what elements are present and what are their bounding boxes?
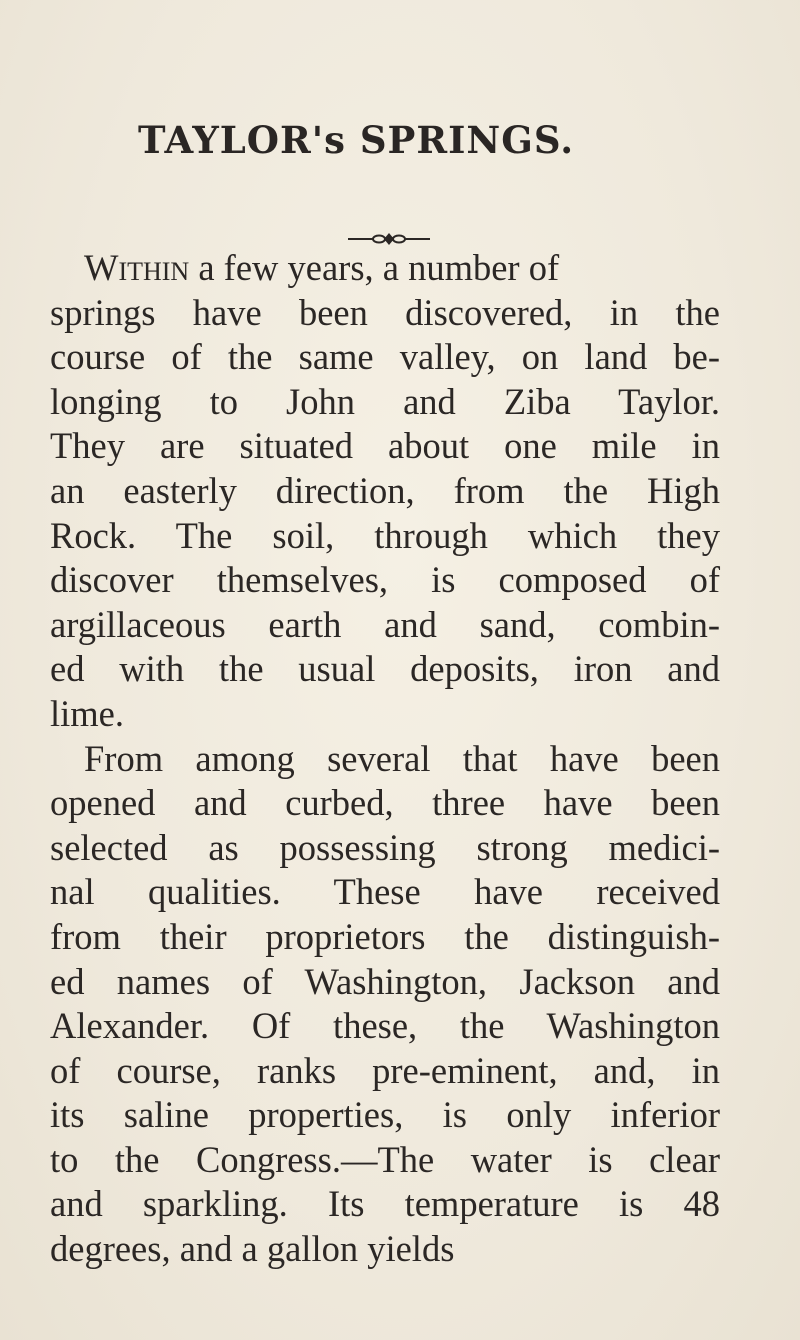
page-title — [138, 118, 738, 162]
text-line-4: longing to John and Ziba Taylor. — [50, 380, 720, 422]
drop-word-rest: ithin — [118, 247, 190, 288]
text-line-22: and sparkling. Its temperature is 48 — [50, 1183, 720, 1225]
text-line-21: to the Congress.—The water is clear — [50, 1138, 720, 1180]
text-line-15: nal qualities. These have received — [50, 871, 720, 913]
title-word-springs: SPRINGS. — [345, 118, 575, 162]
text-line-23: degrees, and a gallon yields — [50, 1228, 455, 1270]
text-line-18: Alexander. Of these, the Washington — [50, 1005, 720, 1047]
title-ornament-divider — [346, 232, 432, 246]
text-line-2: springs have been discovered, in the — [50, 291, 720, 333]
text-line-12: From among several that have been — [84, 737, 720, 779]
text-line-13: opened and curbed, three have been — [50, 782, 720, 824]
text-line-19: of course, ranks pre-eminent, and, in — [50, 1049, 720, 1091]
text-line-7: Rock. The soil, through which they — [50, 514, 720, 556]
text-line-16: from their proprietors the distinguish- — [50, 915, 720, 957]
drop-word-initial: W — [84, 247, 119, 288]
text-line-6: an easterly direction, from the High — [50, 469, 720, 511]
text-line-10: ed with the usual deposits, iron and — [50, 648, 720, 690]
text-line-1 — [50, 246, 720, 291]
line-1-rest: a few years, a number of — [189, 247, 560, 288]
text-line-20: its saline properties, is only inferior — [50, 1094, 720, 1136]
text-line-11: lime. — [50, 692, 124, 734]
text-line-9: argillaceous earth and sand, combin- — [50, 603, 720, 645]
text-line-14: selected as possessing strong medici- — [50, 826, 720, 868]
text-line-8: discover themselves, is composed of — [50, 559, 720, 601]
title-word-taylors: TAYLOR's — [138, 118, 346, 162]
text-line-3: course of the same valley, on land be- — [50, 336, 720, 378]
text-line-17: ed names of Washington, Jackson and — [50, 960, 720, 1002]
text-line-5: They are situated about one mile in — [50, 425, 720, 467]
body-text — [50, 246, 720, 1272]
